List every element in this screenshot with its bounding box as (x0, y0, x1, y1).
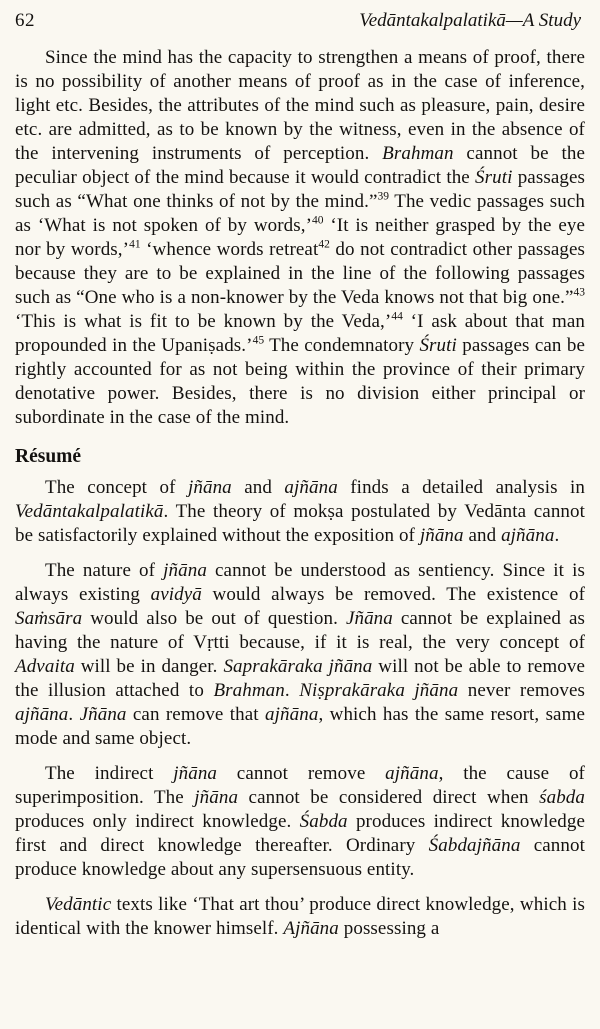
running-title: Vedāntakalpalatikā—A Study (359, 10, 581, 31)
text-run: can remove that (126, 704, 266, 725)
italic-term: Śabda (299, 811, 348, 832)
text-run: passages such as “What one thinks of not by the mind.” (15, 167, 585, 212)
section-heading: Résumé (15, 446, 82, 467)
italic-term: ajñāna (385, 763, 439, 784)
paragraph (15, 46, 585, 430)
italic-term: śabda (539, 787, 585, 808)
italic-term: Jñāna (345, 608, 393, 629)
italic-term: Brahman (213, 680, 285, 701)
italic-term: Śabdajñāna (428, 835, 521, 856)
text-run: and (463, 525, 502, 546)
italic-term: jñāna (419, 525, 464, 546)
footnote-ref: 42 (318, 238, 330, 251)
text-run: possessing a (338, 918, 440, 939)
text-run: cannot be explained as having the nature of Vṛtti because, if it is real, the very concept of (15, 608, 585, 653)
italic-term: Vedāntic (45, 894, 112, 915)
italic-term: Śruti (419, 335, 457, 356)
text-run: would also be out of question. (82, 608, 346, 629)
text-run: ‘I ask about that man propounded in the Upaniṣads.’ (15, 311, 585, 356)
paragraph (15, 559, 585, 751)
footnote-ref: 45 (252, 334, 265, 347)
text-run: The concept of (45, 477, 188, 498)
text-run: The condemnatory (264, 335, 420, 356)
text-run: and (231, 477, 285, 498)
italic-term: Saprakāraka jñāna (223, 656, 373, 677)
italic-term: Brahman (382, 143, 454, 164)
footnote-ref: 40 (312, 214, 324, 227)
italic-term: Śruti (475, 167, 513, 188)
italic-term: Vedāntakalpalatikā (15, 501, 164, 522)
text-run: cannot be considered direct when (238, 787, 540, 808)
text-run: The nature of (45, 560, 164, 581)
text-run: passages can be rightly accounted for as not being within the province of their primary denotative power. Besides, there is no division either principal or subordinate in the case of the mind. (15, 335, 585, 428)
paragraph (15, 893, 585, 941)
text-run: The indirect (45, 763, 174, 784)
text-run: , which has the same resort, same mode and same object. (15, 704, 586, 749)
italic-term: jñāna (173, 763, 218, 784)
italic-term: jñāna (188, 477, 232, 498)
italic-term: ajñāna (265, 704, 319, 725)
text-run: The vedic passages such as ‘What is not spoken of by words,’ (15, 191, 585, 236)
italic-term: Niṣprakāraka jñāna (299, 680, 459, 701)
text-run: . (68, 704, 80, 725)
italic-term: Ajñāna (283, 918, 339, 939)
text-run: would always be removed. The existence of (201, 584, 586, 605)
footnote-ref: 44 (391, 310, 403, 323)
text-run: do not contradict other passages because they are to be explained in the line of the following passages such as “One who is a non-knower by the Veda knows not that big one.” (15, 239, 586, 308)
page-header (15, 10, 585, 32)
italic-term: Advaita (15, 656, 75, 677)
italic-term: ajñāna (501, 525, 555, 546)
footnote-ref: 39 (377, 190, 390, 203)
text-run: will not be able to remove the illusion attached to (15, 656, 585, 701)
text-run: ‘It is neither grasped by the eye nor by words,’ (15, 215, 585, 260)
italic-term: ajñāna (284, 477, 338, 498)
text-run: cannot be understood as sentiency. Since it is always existing (15, 560, 585, 605)
footnote-ref: 41 (129, 238, 141, 251)
page-body (15, 46, 585, 941)
paragraph (15, 476, 585, 548)
text-run: Since the mind has the capacity to strengthen a means of proof, there is no possibility of another means of proof as in the case of inference, light etc. Besides, the attributes of the mind such as pleasure, pain, desire etc. are admitted, as to be known by the witness, even in the absence of the intervening instruments of perception. (15, 47, 585, 164)
text-run: , the cause of superimposition. The (15, 763, 585, 808)
text-run: cannot produce knowledge about any supersensuous entity. (15, 835, 585, 880)
text-run: cannot be the peculiar object of the mind because it would contradict the (15, 143, 585, 188)
italic-term: Saṁsāra (15, 608, 83, 629)
text-run: produces indirect knowledge first and direct knowledge thereafter. Ordinary (15, 811, 585, 856)
italic-term: jñāna (194, 787, 239, 808)
text-run: . The theory of mokṣa postulated by Vedānta cannot be satisfactorily explained without the exposition of (15, 501, 585, 546)
text-run: finds a detailed analysis in (337, 477, 586, 498)
text-run: ‘whence words retreat (140, 239, 319, 260)
text-run: texts like ‘That art thou’ produce direct knowledge, which is identical with the knower himself. (15, 894, 585, 939)
text-run: ‘This is what is fit to be known by the Veda,’ (15, 311, 392, 332)
text-run: . (284, 680, 300, 701)
italic-term: ajñāna (15, 704, 69, 725)
footnote-ref: 43 (573, 286, 585, 299)
italic-term: avidyā (150, 584, 202, 605)
text-run: cannot remove (217, 763, 386, 784)
italic-term: jñāna (163, 560, 207, 581)
text-run: . (554, 525, 560, 546)
paragraph (15, 762, 585, 882)
page-number: 62 (15, 10, 35, 31)
text-run: never removes (458, 680, 585, 701)
text-run: will be in danger. (74, 656, 224, 677)
italic-term: Jñāna (79, 704, 127, 725)
text-run: produces only indirect knowledge. (15, 811, 300, 832)
